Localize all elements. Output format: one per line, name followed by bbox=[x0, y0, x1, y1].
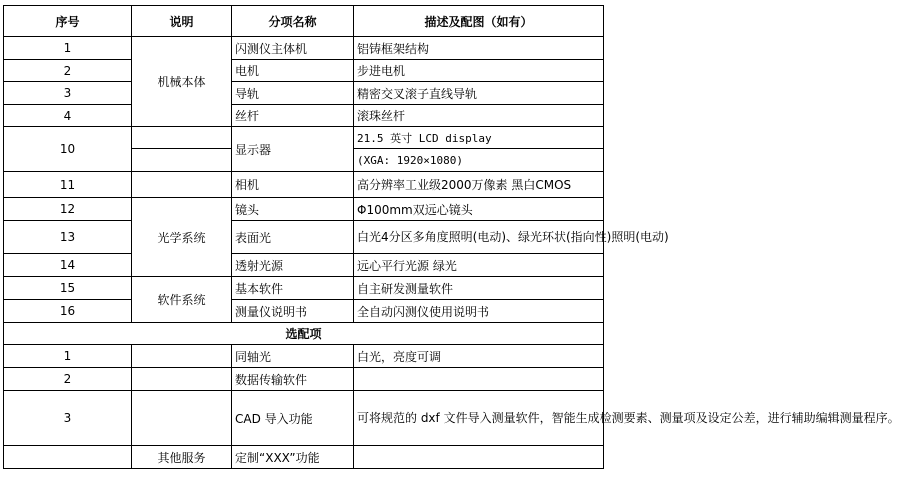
row-item: 定制“XXX”功能 bbox=[232, 446, 354, 469]
row-item: 测量仪说明书 bbox=[232, 300, 354, 323]
header-no: 序号 bbox=[4, 6, 132, 37]
row-item: CAD 导入功能 bbox=[232, 391, 354, 446]
table-row bbox=[4, 60, 604, 82]
row-item: 闪测仪主体机 bbox=[232, 37, 354, 60]
row-detail bbox=[354, 368, 604, 391]
table-header-row bbox=[4, 6, 604, 37]
config-table bbox=[3, 5, 900, 469]
row-detail: 精密交叉滚子直线导轨 bbox=[354, 82, 604, 105]
row-item: 电机 bbox=[232, 60, 354, 82]
empty-cell bbox=[132, 391, 232, 446]
row-detail: Φ100mm双远心镜头 bbox=[354, 198, 604, 221]
row-item: 丝杆 bbox=[232, 105, 354, 127]
header-item: 分项名称 bbox=[232, 6, 354, 37]
row-no: 16 bbox=[4, 300, 132, 323]
group-mechanical: 机械本体 bbox=[132, 37, 232, 127]
row-detail-line2: (XGA: 1920×1080) bbox=[354, 149, 604, 172]
row-no: 2 bbox=[4, 60, 132, 82]
table-row bbox=[4, 221, 604, 254]
row-no: 15 bbox=[4, 277, 132, 300]
table-row bbox=[4, 172, 604, 198]
row-no: 3 bbox=[4, 82, 132, 105]
header-desc: 说明 bbox=[132, 6, 232, 37]
row-no: 2 bbox=[4, 368, 132, 391]
group-optical: 光学系统 bbox=[132, 198, 232, 277]
table-row bbox=[4, 446, 604, 469]
table-row bbox=[4, 300, 604, 323]
group-software: 软件系统 bbox=[132, 277, 232, 323]
table-row bbox=[4, 127, 604, 149]
table-row bbox=[4, 277, 604, 300]
empty-cell bbox=[132, 172, 232, 198]
row-detail: 自主研发测量软件 bbox=[354, 277, 604, 300]
header-detail: 描述及配图（如有） bbox=[354, 6, 604, 37]
row-item: 导轨 bbox=[232, 82, 354, 105]
table-row bbox=[4, 37, 604, 60]
empty-cell bbox=[132, 368, 232, 391]
row-detail: 全自动闪测仪使用说明书 bbox=[354, 300, 604, 323]
row-no: 3 bbox=[4, 391, 132, 446]
row-no: 14 bbox=[4, 254, 132, 277]
row-no: 10 bbox=[4, 127, 132, 172]
table-row bbox=[4, 391, 604, 446]
row-detail: 21.5 英寸 LCD display bbox=[354, 127, 604, 149]
row-no: 11 bbox=[4, 172, 132, 198]
table-row bbox=[4, 105, 604, 127]
row-item: 显示器 bbox=[232, 127, 354, 172]
row-no: 1 bbox=[4, 345, 132, 368]
row-detail: 可将规范的 dxf 文件导入测量软件，智能生成检测要素、测量项及设定公差，进行辅助编辑测量程序。 bbox=[354, 391, 604, 446]
section-title-optional: 选配项 bbox=[4, 323, 604, 345]
empty-cell bbox=[132, 345, 232, 368]
row-detail: 白光4分区多角度照明(电动)、绿光环状(指向性)照明(电动) bbox=[354, 221, 604, 254]
table-row bbox=[4, 368, 604, 391]
table-row bbox=[4, 254, 604, 277]
row-item: 数据传输软件 bbox=[232, 368, 354, 391]
section-row bbox=[4, 323, 604, 345]
table-row bbox=[4, 198, 604, 221]
row-detail: 高分辨率工业级2000万像素 黑白CMOS bbox=[354, 172, 604, 198]
row-desc-other: 其他服务 bbox=[132, 446, 232, 469]
row-detail: 白光，亮度可调 bbox=[354, 345, 604, 368]
empty-cell bbox=[132, 149, 232, 172]
row-item: 相机 bbox=[232, 172, 354, 198]
table-row bbox=[4, 345, 604, 368]
row-item: 镜头 bbox=[232, 198, 354, 221]
empty-cell bbox=[4, 446, 132, 469]
row-no: 12 bbox=[4, 198, 132, 221]
row-detail: 远心平行光源 绿光 bbox=[354, 254, 604, 277]
row-no: 4 bbox=[4, 105, 132, 127]
row-item: 同轴光 bbox=[232, 345, 354, 368]
row-no: 13 bbox=[4, 221, 132, 254]
row-detail: 滚珠丝杆 bbox=[354, 105, 604, 127]
empty-cell bbox=[354, 446, 604, 469]
row-item: 透射光源 bbox=[232, 254, 354, 277]
table-row bbox=[4, 82, 604, 105]
row-item: 表面光 bbox=[232, 221, 354, 254]
empty-cell bbox=[132, 127, 232, 149]
row-detail: 铝铸框架结构 bbox=[354, 37, 604, 60]
row-item: 基本软件 bbox=[232, 277, 354, 300]
row-no: 1 bbox=[4, 37, 132, 60]
row-detail: 步进电机 bbox=[354, 60, 604, 82]
